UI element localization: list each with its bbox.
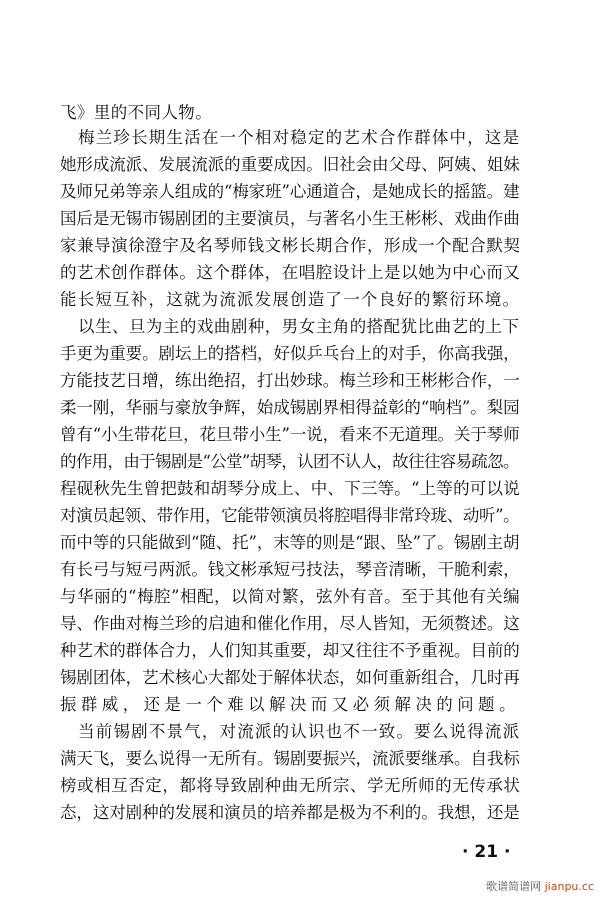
text-line: 满天飞，要么说得一无所有。锡剧要振兴，流派要继承。自我标 [60, 749, 520, 768]
watermark-url: jianpu.cc [544, 880, 594, 893]
text-line: 锡剧团体，艺术核心大都处于解体状态，如何重新组合，几时再 [60, 668, 520, 687]
text-line: 能长短互补，这就为流派发展创造了一个良好的繁衍环境。 [60, 290, 521, 309]
text-line: 有长弓与短弓两派。钱文彬承短弓技法，琴音清晰，干脆利索， [60, 560, 520, 579]
text-line: 方能技艺日增，练出绝招，打出妙球。梅兰珍和王彬彬合作，一 [60, 371, 520, 390]
text-line: 手更为重要。剧坛上的搭档，好似乒乓台上的对手，你高我强， [60, 344, 520, 363]
text-line: 而中等的只能做到“随、托”，末等的则是“跟、坠”了。锡剧主胡 [60, 533, 520, 552]
page-number: · 21 · [462, 842, 511, 862]
text-line: 梅兰珍长期生活在一个相对稳定的艺术合作群体中，这是 [78, 128, 521, 147]
text-line: 飞》里的不同人物。 [60, 103, 213, 122]
site-watermark [486, 878, 594, 894]
text-line: 振群威，还是一个难以解决而又必须解决的问题。 [60, 695, 520, 714]
text-line: 柔一刚，华丽与豪放争辉，始成锡剧界相得益彰的“响档”。梨园 [60, 398, 520, 417]
text-line: 的艺术创作群体。这个群体，在唱腔设计上是以她为中心而又 [60, 263, 521, 282]
text-line: 曾有“小生带花旦，花旦带小生”一说，看来不无道理。关于琴师 [60, 425, 520, 444]
text-line: 当前锡剧不景气，对流派的认识也不一致。要么说得流派 [78, 722, 521, 741]
text-line: 程砚秋先生曾把鼓和胡琴分成上、中、下三等。“上等的可以说 [60, 479, 520, 498]
text-line: 及师兄弟等亲人组成的“梅家班”心通道合，是她成长的摇篮。建 [60, 182, 520, 201]
text-line: 她形成流派、发展流派的重要成因。旧社会由父母、阿姨、姐妹 [60, 155, 520, 174]
text-line: 对演员起领、带作用，它能带领演员将腔唱得非常玲珑、动听”。 [60, 506, 520, 525]
text-line: 种艺术的群体合力，人们知其重要，却又往往不予重视。目前的 [60, 641, 520, 660]
text-line: 榜或相互否定，都将导致剧种曲无所宗、学无所师的无传承状 [60, 776, 521, 795]
text-line: 家兼导演徐澄宇及名琴师钱文彬长期合作，形成一个配合默契 [60, 236, 521, 255]
text-line: 的作用，由于锡剧是“公堂”胡琴，认团不认人，故往往容易疏忽。 [60, 452, 519, 471]
text-line: 与华丽的“梅腔”相配，以简对繁，弦外有音。至于其他有关编 [60, 587, 521, 606]
text-line: 导、作曲对梅兰珍的启迪和催化作用，尽人皆知，无须赘述。这 [60, 614, 520, 633]
text-line: 态，这对剧种的发展和演员的培养都是极为不利的。我想，还是 [60, 803, 520, 822]
text-line: 以生、旦为主的戏曲剧种，男女主角的搭配犹比曲艺的上下 [78, 317, 520, 336]
text-line: 国后是无锡市锡剧团的主要演员，与著名小生王彬彬、戏曲作曲 [60, 209, 520, 228]
watermark-site-name: 歌谱简谱网 [486, 880, 542, 893]
